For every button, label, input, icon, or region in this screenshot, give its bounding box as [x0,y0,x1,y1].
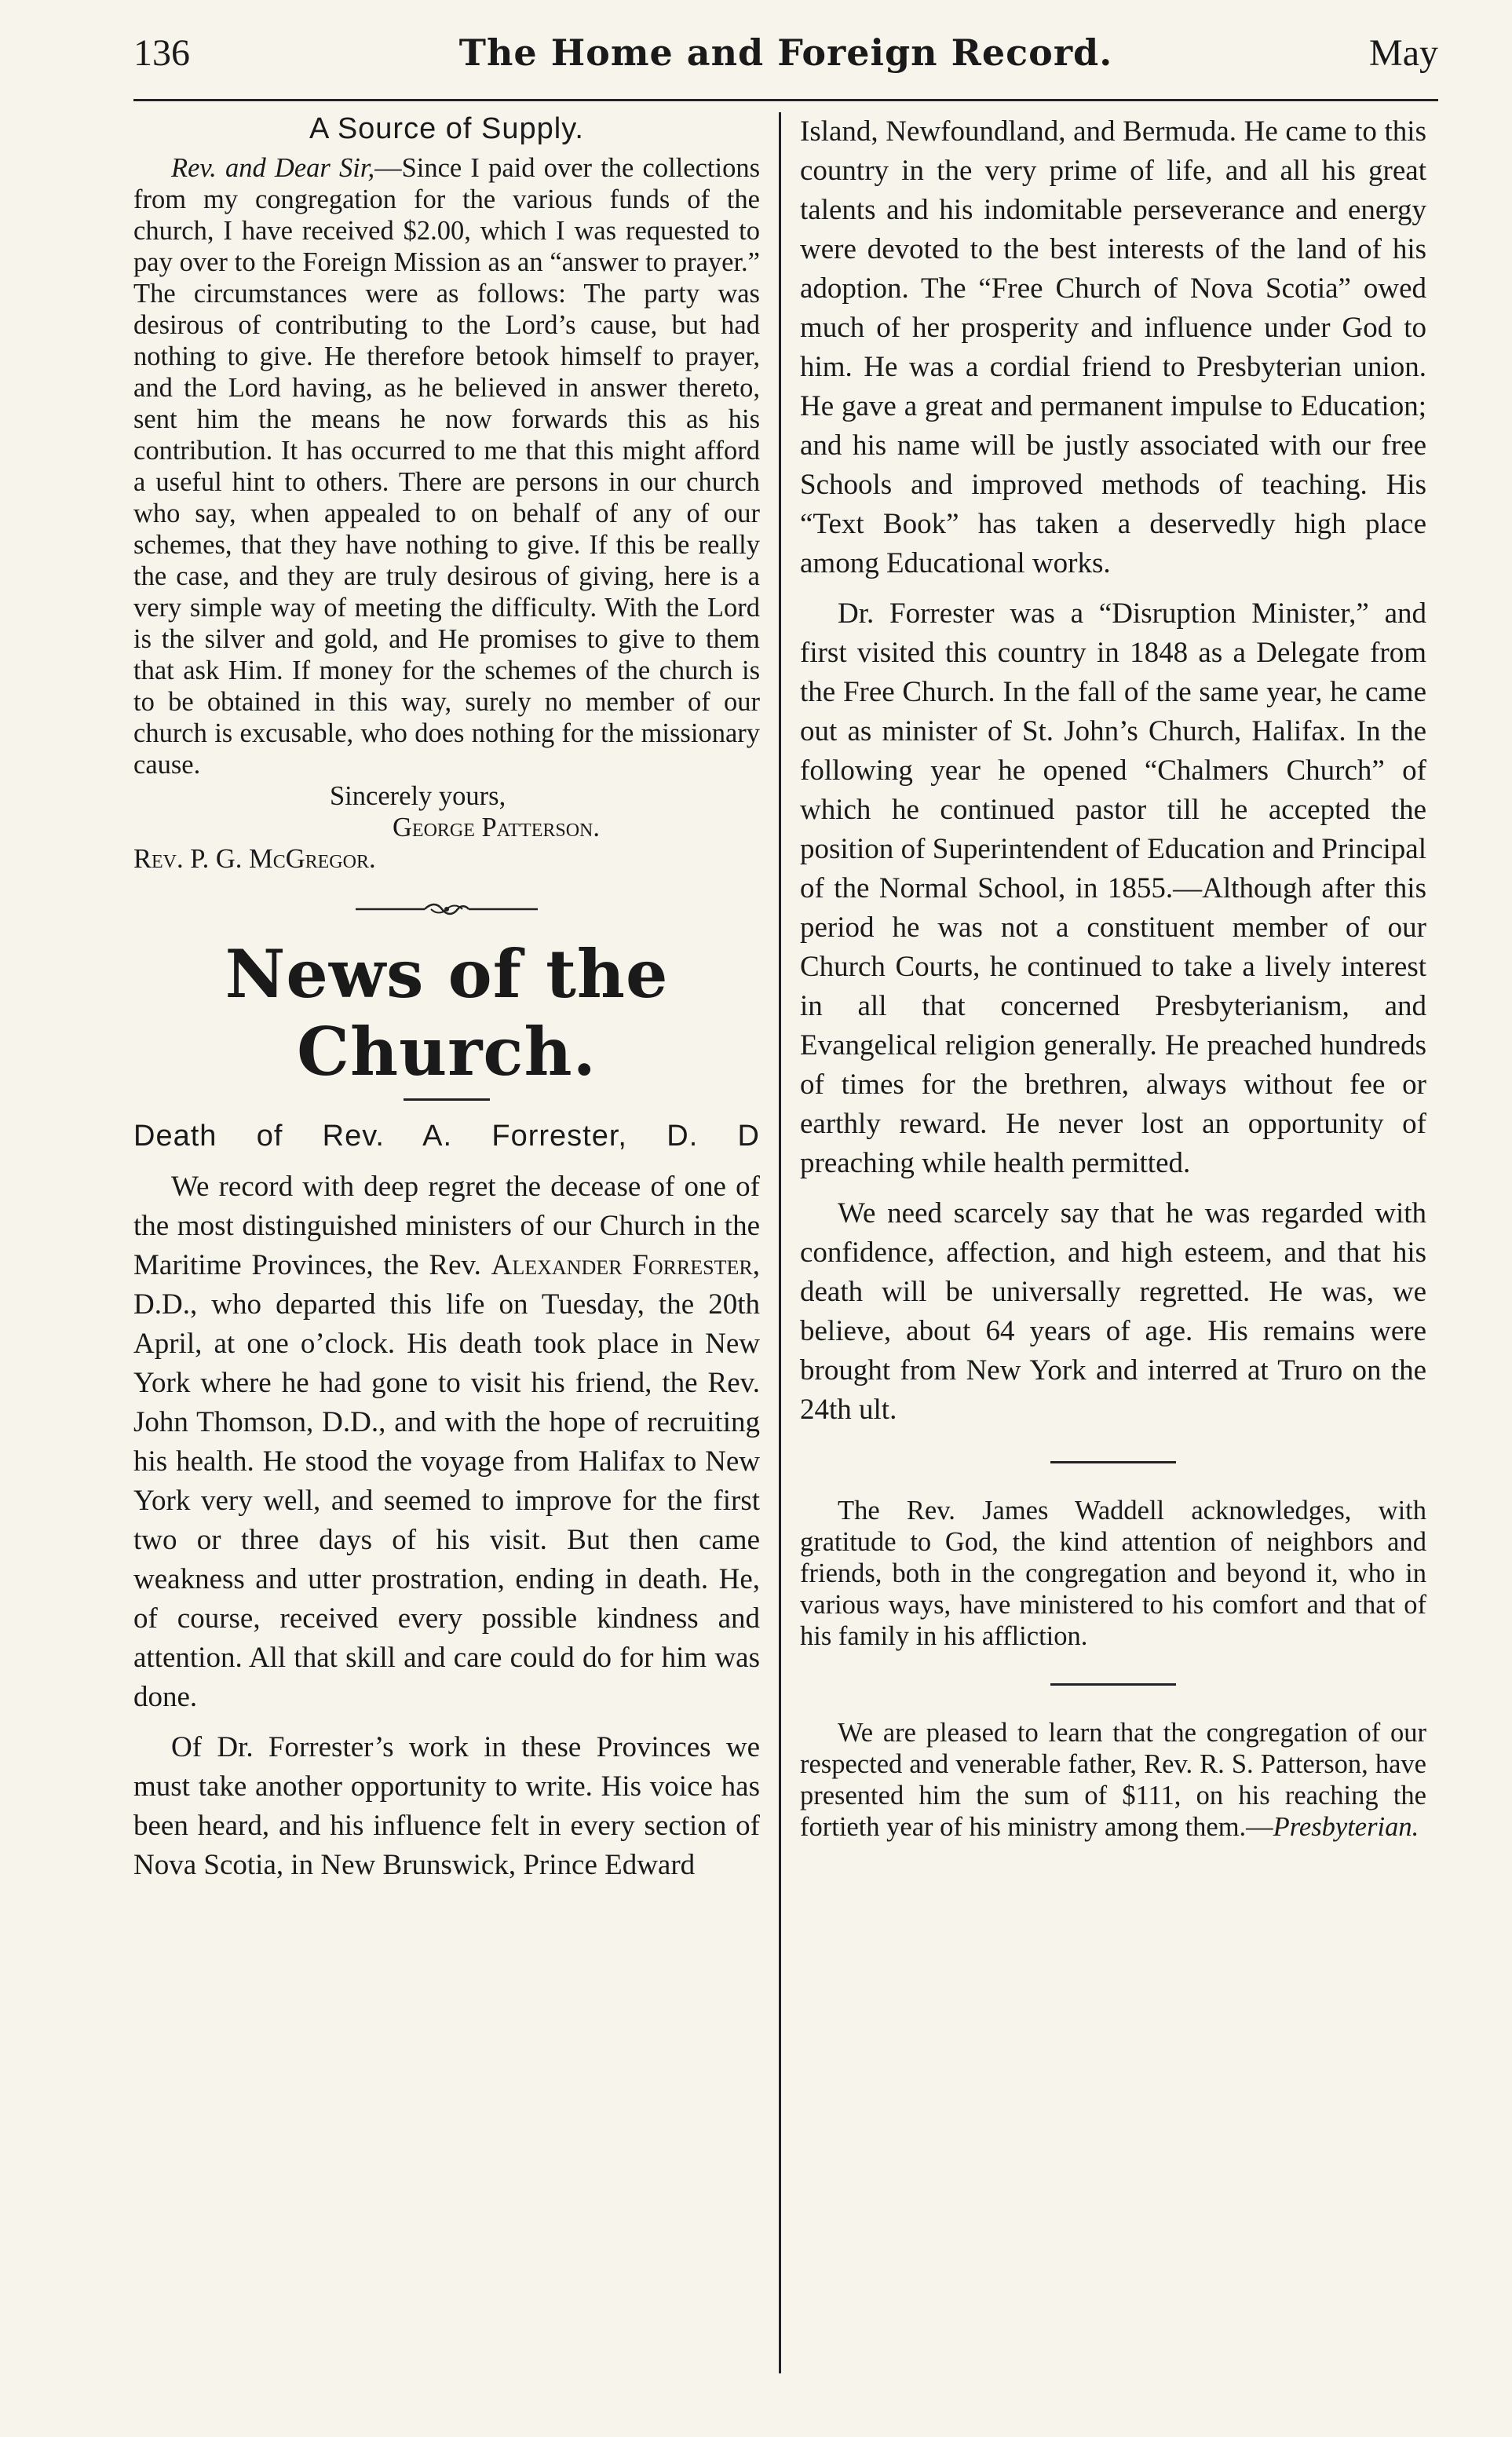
header-rule [133,99,1438,101]
two-column-body [133,112,1438,2373]
notice-rule-1 [1050,1461,1176,1463]
paragraph-gap [133,1717,760,1728]
obituary-para-3: Dr. Forrester was a “Disruption Minister,” and first visited this country in 1848 as a Delegate from the Free Church. In the fall of the same year, he came out as minister of St. John’s Church, Halifax. In the following year he opened “Chalmers Church” of which he continued pastor till he accepted the position of Superintendent of Education and Principal of the Normal School, in 1855.—Although after this period he was not a constituent member of our Church Courts, he continued to take a lively interest in all that concerned Presbyterianism, and Evangelical religion generally. He preached hundreds of times for the brethren, always without fee or earthly reward. He never lost an opportunity of preaching while health permitted. [800,597,1426,1179]
running-head [133,31,1438,86]
section-heading: News of the Church. [225,935,669,1091]
obituary-para-1-start: We record with deep regret the decease of one of the most distinguished ministers of our Church in the Maritime Provinces, the Rev. [133,1171,760,1281]
page-number: 136 [133,32,190,74]
supply-closing: Sincerely yours, [330,781,506,811]
supply-signature: George Patterson. [393,813,601,842]
ornament-divider [133,901,760,921]
supply-addressee: Rev. P. G. McGregor. [133,844,376,874]
ornament-icon [352,901,541,917]
obituary-heading: Death of Rev. A. Forrester, D. D [133,1120,760,1153]
waddell-text: The Rev. James Waddell acknowledges, with gratitude to God, the kind attention of neighbors and friends, both in the congregation and beyond it, who in various ways, have ministered to his comfort and that of his family in his affliction. [800,1496,1426,1651]
right-column [781,112,1426,2373]
supply-text: —Since I paid over the collections from my congregation for the various funds of the church, I have received $2.00, which I was requested to pay over to the Foreign Mission as an “answer to prayer.” The circumstances were as follows: The party was desirous of contributing to the Lord’s cause, but had nothing to give. He therefore betook himself to prayer, and the Lord having, as he believed in answer thereto, sent him the means he now forwards this as his contribution. It has occurred to me that this might afford a useful hint to others. There are persons in our church who say, when appealed to on behalf of any of our schemes, that they have nothing to give. If this be really the case, and they are truly desirous of giving, here is a very simple way of meeting the difficulty. With the Lord is the silver and gold, and He promises to give to them that ask Him. If money for the schemes of the church is to be obtained in this way, surely no member of our church is excusable, who does nothing for the missionary cause. [133,153,760,780]
section-rule [404,1098,490,1101]
supply-title: A Source of Supply. [309,112,584,145]
obituary-name: Alexander Forrester [491,1249,753,1281]
obituary-para-2-end: Island, Newfoundland, and Bermuda. He came to this country in the very prime of life, and all his great talents and his indomitable perseverance and energy were devoted to the best interests of the land of his adoption. The “Free Church of Nova Scotia” owed much of her prosperity and influence under God to him. He was a cordial friend to Presbyterian union. He gave a great and permanent impulse to Education; and his name will be justly associated with our free Schools and improved methods of teaching. His “Text Book” has taken a deservedly high place among Educational works. [800,115,1426,579]
supply-letter [133,152,760,780]
obituary-para-4: We need scarcely say that he was regarded with confidence, affection, and high esteem, and that his death will be universally regretted. He was, we believe, about 64 years of age. His remains were brought from New York and interred at Truro on the 24th ult. [800,1197,1426,1426]
supply-body [133,152,760,780]
supply-salutation: Rev. and Dear Sir, [171,153,375,183]
supply-signoff [133,780,760,875]
obituary-para-2-start: Of Dr. Forrester’s work in these Provinces we must take another opportunity to write. His voice has been heard, and his influence felt in every section of Nova Scotia, in New Brunswick, Prince Edward [133,1731,760,1881]
notice-rule-2 [1050,1683,1176,1686]
patterson-source: Presbyterian. [1273,1812,1419,1842]
obituary-para-1 [133,1167,760,1717]
patterson-notice [800,1717,1426,1843]
patterson-body: We are pleased to learn that the congregation of our respected and venerable father, Rev. R. S. Patterson, have presented him the sum of $111, on his reaching the fortieth year of his ministry among them.— [800,1718,1426,1842]
paragraph-gap [800,583,1426,594]
issue-month: May [1369,32,1438,74]
left-column [133,112,779,2373]
journal-title: The Home and Foreign Record. [458,31,1113,74]
waddell-notice [800,1495,1426,1652]
obituary-para-1-rest: , D.D., who departed this life on Tuesday, the 20th April, at one o’clock. His death took place in New York where he had gone to visit his friend, the Rev. John Thomson, D.D., and with the hope of recruiting his health. He stood the voyage from Halifax to New York very well, and seemed to improve for the first two or three days of his visit. But then came weakness and utter prostration, ending in death. He, of course, received every possible kindness and attention. All that skill and care could do for him was done. [133,1249,760,1713]
patterson-text [800,1717,1426,1843]
paragraph-gap [800,1183,1426,1194]
